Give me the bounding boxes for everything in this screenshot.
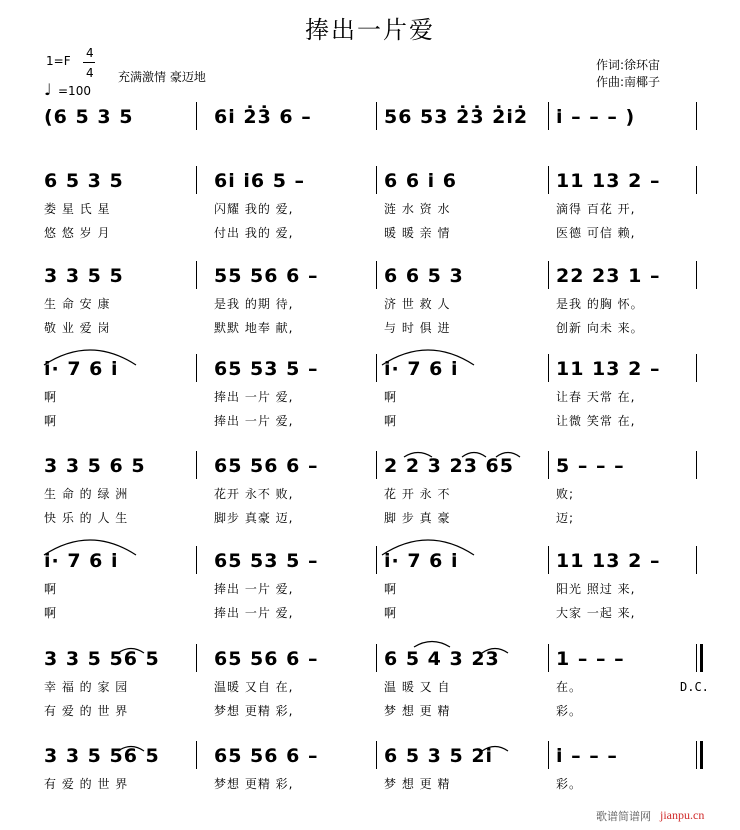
lyric-text: 捧出 一片 爱,	[214, 606, 294, 620]
measure-notes: 6 6 5 3	[384, 265, 464, 287]
bar-line	[196, 451, 197, 479]
measure-notes: 65 56 6 –	[214, 648, 319, 670]
measure-notes: 11 13 2 –	[556, 170, 661, 192]
da-capo-mark: D.C.	[680, 680, 709, 694]
lyric-text: 温 暖 又 自	[384, 680, 451, 694]
final-bar-line	[700, 644, 703, 672]
composer-credit: 作曲:南椰子	[596, 75, 661, 89]
measure-notes: i· 7 6 i	[44, 550, 119, 572]
lyric-text: 捧出 一片 爱,	[214, 390, 294, 404]
lyric-text: 生 命 的 绿 洲	[44, 487, 129, 501]
bar-line	[548, 741, 549, 769]
measure-notes: 65 56 6 –	[214, 455, 319, 477]
bar-line	[196, 102, 197, 130]
measure-notes: 5 – – –	[556, 455, 625, 477]
lyric-text: 娄 星 氏 星	[44, 202, 111, 216]
measure-notes: 6i 2̇3̇ 6 –	[214, 106, 312, 128]
measure-notes: i· 7 6 i	[384, 358, 459, 380]
lyric-text: 啊	[384, 582, 398, 596]
bar-line	[196, 644, 197, 672]
bar-line	[196, 546, 197, 574]
measure-notes: 2 2 3 23 65	[384, 455, 515, 477]
lyric-text: 让春 天常 在,	[556, 390, 636, 404]
bar-line	[696, 741, 697, 769]
measure-notes: 11 13 2 –	[556, 358, 661, 380]
measure-notes: 6 5 3 5	[44, 170, 124, 192]
bar-line	[696, 261, 697, 289]
bar-line	[376, 166, 377, 194]
lyric-text: 在。	[556, 680, 583, 694]
lyric-text: 是我 的期 待,	[214, 297, 294, 311]
bar-line	[548, 102, 549, 130]
tie-arc	[414, 642, 450, 648]
lyric-text: 捧出 一片 爱,	[214, 582, 294, 596]
measure-notes: i – – – )	[556, 106, 636, 128]
lyric-text: 梦想 更精 彩,	[214, 777, 294, 791]
lyric-text: 敬 业 爱 岗	[44, 321, 111, 335]
lyric-text: 啊	[44, 606, 58, 620]
bar-line	[376, 451, 377, 479]
lyric-text: 与 时 俱 进	[384, 321, 451, 335]
measure-notes: 3 3 5 6 5	[44, 455, 146, 477]
lyric-text: 啊	[44, 390, 58, 404]
key-signature: 1=F	[46, 54, 71, 68]
lyric-text: 温暖 又自 在,	[214, 680, 294, 694]
lyric-text: 大家 一起 来,	[556, 606, 636, 620]
lyric-text: 啊	[384, 390, 398, 404]
bar-line	[696, 451, 697, 479]
lyric-text: 花开 永不 败,	[214, 487, 294, 501]
bar-line	[696, 546, 697, 574]
measure-notes: 11 13 2 –	[556, 550, 661, 572]
lyric-text: 有 爱 的 世 界	[44, 777, 129, 791]
measure-notes: i – – –	[556, 745, 618, 767]
measure-notes: i· 7 6 i	[384, 550, 459, 572]
lyric-text: 彩。	[556, 777, 583, 791]
lyric-text: 梦 想 更 精	[384, 704, 451, 718]
watermark-url: jianpu.cn	[660, 808, 705, 822]
song-title: 捧出一片爱	[305, 16, 435, 44]
time-signature-top: 4	[86, 46, 94, 60]
lyric-text: 阳光 照过 来,	[556, 582, 636, 596]
measure-notes: 6 6 i 6	[384, 170, 458, 192]
measure-notes: i· 7 6 i	[44, 358, 119, 380]
lyric-text: 梦想 更精 彩,	[214, 704, 294, 718]
measure-notes: 1 – – –	[556, 648, 625, 670]
lyricist-credit: 作词:徐环宙	[596, 58, 661, 72]
measure-notes: 3 3 5 5	[44, 265, 124, 287]
bar-line	[196, 741, 197, 769]
expression-mark: 充满激情 豪迈地	[118, 70, 206, 84]
bar-line	[548, 644, 549, 672]
bar-line	[696, 644, 697, 672]
bar-line	[376, 354, 377, 382]
bar-line	[548, 546, 549, 574]
final-bar-line	[700, 741, 703, 769]
lyric-text: 暖 暖 亲 情	[384, 226, 451, 240]
lyric-text: 闪耀 我的 爱,	[214, 202, 294, 216]
lyric-text: 创新 向未 来。	[556, 321, 644, 335]
lyric-text: 有 爱 的 世 界	[44, 704, 129, 718]
bar-line	[376, 546, 377, 574]
bar-line	[548, 166, 549, 194]
bar-line	[696, 166, 697, 194]
measure-notes: 65 56 6 –	[214, 745, 319, 767]
lyric-text: 让微 笑常 在,	[556, 414, 636, 428]
lyric-text: 幸 福 的 家 园	[44, 680, 129, 694]
measure-notes: 3 3 5 56 5	[44, 745, 160, 767]
time-signature-bottom: 4	[86, 66, 94, 80]
bar-line	[696, 102, 697, 130]
bar-line	[196, 261, 197, 289]
lyric-text: 是我 的胸 怀。	[556, 297, 644, 311]
measure-notes: 6 5 4 3 23	[384, 648, 500, 670]
measure-notes: 65 53 5 –	[214, 358, 319, 380]
lyric-text: 梦 想 更 精	[384, 777, 451, 791]
lyric-text: 啊	[44, 582, 58, 596]
lyric-text: 捧出 一片 爱,	[214, 414, 294, 428]
lyric-text: 脚步 真豪 迈,	[214, 511, 294, 525]
measure-notes: 22 23 1 –	[556, 265, 661, 287]
lyric-text: 迈;	[556, 511, 575, 525]
lyric-text: 啊	[44, 414, 58, 428]
lyric-text: 默默 地奉 献,	[214, 321, 294, 335]
measure-notes: 6 5 3 5 2i	[384, 745, 494, 767]
lyric-text: 滴得 百花 开,	[556, 202, 636, 216]
tempo-value: =100	[58, 84, 91, 98]
measure-notes: (6 5 3 5	[44, 106, 134, 128]
watermark-site: 歌谱简谱网	[596, 810, 651, 823]
lyric-text: 花 开 永 不	[384, 487, 451, 501]
bar-line	[696, 354, 697, 382]
bar-line	[376, 102, 377, 130]
measure-notes: 3 3 5 56 5	[44, 648, 160, 670]
measure-notes: 56 53 2̇3̇ 2̇i2̇	[384, 106, 529, 128]
bar-line	[548, 261, 549, 289]
bar-line	[196, 166, 197, 194]
lyric-text: 济 世 救 人	[384, 297, 451, 311]
measure-notes: 65 53 5 –	[214, 550, 319, 572]
measure-notes: 55 56 6 –	[214, 265, 319, 287]
lyric-text: 悠 悠 岁 月	[44, 226, 111, 240]
lyric-text: 脚 步 真 豪	[384, 511, 451, 525]
lyric-text: 付出 我的 爱,	[214, 226, 294, 240]
bar-line	[376, 741, 377, 769]
bar-line	[548, 354, 549, 382]
bar-line	[196, 354, 197, 382]
lyric-text: 彩。	[556, 704, 583, 718]
lyric-text: 医德 可信 赖,	[556, 226, 636, 240]
bar-line	[376, 644, 377, 672]
measure-notes: 6i i6 5 –	[214, 170, 306, 192]
bar-line	[376, 261, 377, 289]
lyric-text: 啊	[384, 414, 398, 428]
quarter-note-icon: ♩	[44, 80, 52, 99]
bar-line	[548, 451, 549, 479]
lyric-text: 啊	[384, 606, 398, 620]
lyric-text: 生 命 安 康	[44, 297, 111, 311]
lyric-text: 快 乐 的 人 生	[44, 511, 129, 525]
time-signature-line	[83, 62, 95, 63]
lyric-text: 涟 水 资 水	[384, 202, 451, 216]
lyric-text: 败;	[556, 487, 575, 501]
